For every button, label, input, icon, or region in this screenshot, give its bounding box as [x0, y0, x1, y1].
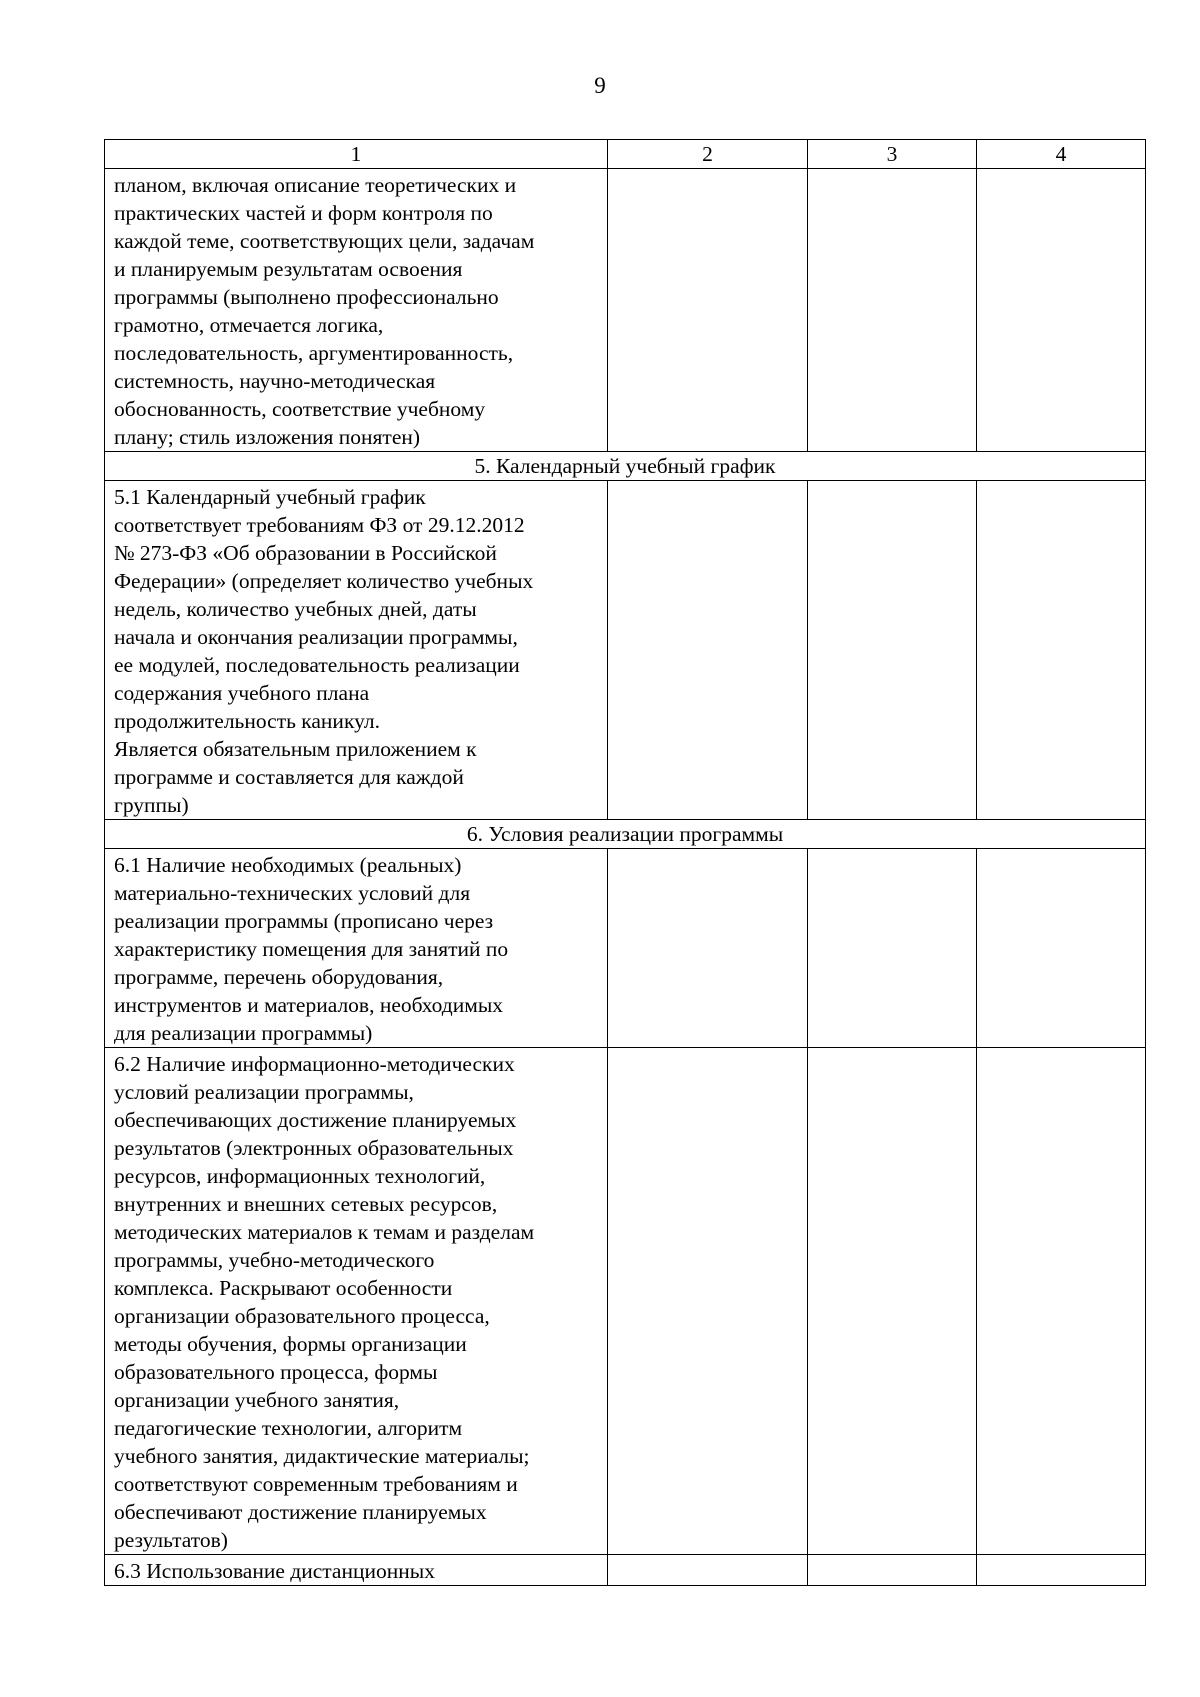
empty-cell-col-3	[808, 1048, 977, 1555]
criterion-text-line: соответствует требованиям ФЗ от 29.12.2012	[114, 513, 525, 537]
criterion-text-line: каждой теме, соответствующих цели, задачам	[114, 229, 535, 253]
criterion-text-line: 6.3 Использование дистанционных	[114, 1559, 435, 1583]
criterion-text-line: плану; стиль изложения понятен)	[114, 425, 421, 449]
empty-cell-col-4	[977, 1555, 1146, 1586]
criterion-text-line: планом, включая описание теоретических и	[114, 173, 517, 197]
section-header-row	[105, 452, 1146, 481]
empty-cell-col-3	[808, 169, 977, 452]
empty-cell-col-2	[608, 849, 808, 1048]
empty-cell-col-3	[808, 849, 977, 1048]
column-header-4: 4	[977, 140, 1146, 169]
criterion-text-line: методических материалов к темам и разделам	[114, 1220, 535, 1244]
table-header-row	[105, 140, 1146, 169]
criterion-text-line: недель, количество учебных дней, даты	[114, 597, 477, 621]
criterion-text-line: содержания учебного плана	[114, 681, 370, 705]
table-row	[105, 1555, 1146, 1586]
section-header-row	[105, 820, 1146, 849]
criterion-text-line: обеспечивающих достижение планируемых	[114, 1108, 517, 1132]
criterion-text-line: материально-технических условий для	[114, 881, 471, 905]
column-header-3: 3	[808, 140, 977, 169]
criterion-text-line: учебного занятия, дидактические материалы;	[114, 1444, 530, 1468]
criterion-text-line: комплекса. Раскрывают особенности	[114, 1276, 453, 1300]
criterion-text-line: последовательность, аргументированность,	[114, 341, 514, 365]
criterion-text-line: для реализации программы)	[114, 1021, 373, 1045]
empty-cell-col-3	[808, 1555, 977, 1586]
empty-cell-col-2	[608, 481, 808, 820]
empty-cell-col-2	[608, 169, 808, 452]
criterion-text-line: реализации программы (прописано через	[114, 909, 494, 933]
evaluation-table	[104, 139, 1146, 1586]
criterion-text-line: программы, учебно-методического	[114, 1248, 435, 1272]
empty-cell-col-2	[608, 1048, 808, 1555]
criterion-text-line: обоснованность, соответствие учебному	[114, 397, 486, 421]
criterion-text-line: Федерации» (определяет количество учебных	[114, 569, 534, 593]
criterion-text-line: и планируемым результатам освоения	[114, 257, 463, 281]
criterion-cell	[105, 1048, 608, 1555]
table-row	[105, 849, 1146, 1048]
criterion-text-line: грамотно, отмечается логика,	[114, 313, 384, 337]
section-title: 5. Календарный учебный график	[105, 452, 1146, 481]
criterion-text-line: Является обязательным приложением к	[114, 737, 477, 761]
criterion-text-line: системность, научно-методическая	[114, 369, 436, 393]
column-header-1: 1	[105, 140, 608, 169]
criterion-text-line: соответствуют современным требованиям и	[114, 1472, 518, 1496]
criterion-text-line: методы обучения, формы организации	[114, 1332, 467, 1356]
criterion-text-line: 6.2 Наличие информационно-методических	[114, 1052, 515, 1076]
criterion-text-line: продолжительность каникул.	[114, 709, 380, 733]
empty-cell-col-2	[608, 1555, 808, 1586]
empty-cell-col-4	[977, 849, 1146, 1048]
criterion-text-line: образовательного процесса, формы	[114, 1360, 438, 1384]
criterion-text-line: группы)	[114, 793, 189, 817]
criterion-text-line: организации образовательного процесса,	[114, 1304, 490, 1328]
criterion-cell	[105, 849, 608, 1048]
criterion-text-line: характеристику помещения для занятий по	[114, 937, 509, 961]
empty-cell-col-4	[977, 1048, 1146, 1555]
criterion-text-line: практических частей и форм контроля по	[114, 201, 493, 225]
criterion-text-line: программе и составляется для каждой	[114, 765, 464, 789]
criterion-cell	[105, 1555, 608, 1586]
criterion-text-line: результатов)	[114, 1528, 228, 1552]
criterion-text-line: 5.1 Календарный учебный график	[114, 485, 426, 509]
table-row	[105, 481, 1146, 820]
section-title: 6. Условия реализации программы	[105, 820, 1146, 849]
criterion-text-line: программе, перечень оборудования,	[114, 965, 444, 989]
criterion-text-line: начала и окончания реализации программы,	[114, 625, 518, 649]
criterion-text-line: ее модулей, последовательность реализации	[114, 653, 520, 677]
empty-cell-col-3	[808, 481, 977, 820]
table-row	[105, 169, 1146, 452]
criterion-cell	[105, 481, 608, 820]
criterion-text-line: внутренних и внешних сетевых ресурсов,	[114, 1192, 498, 1216]
criterion-text-line: 6.1 Наличие необходимых (реальных)	[114, 853, 462, 877]
criterion-text-line: № 273-ФЗ «Об образовании в Российской	[114, 541, 497, 565]
table-row	[105, 1048, 1146, 1555]
criterion-cell	[105, 169, 608, 452]
column-header-2: 2	[608, 140, 808, 169]
criterion-text-line: обеспечивают достижение планируемых	[114, 1500, 487, 1524]
criterion-text-line: организации учебного занятия,	[114, 1388, 400, 1412]
criterion-text-line: результатов (электронных образовательных	[114, 1136, 514, 1160]
criterion-text-line: педагогические технологии, алгоритм	[114, 1416, 463, 1440]
empty-cell-col-4	[977, 169, 1146, 452]
page-number: 9	[594, 73, 606, 98]
criterion-text-line: условий реализации программы,	[114, 1080, 414, 1104]
criterion-text-line: программы (выполнено профессионально	[114, 285, 499, 309]
empty-cell-col-4	[977, 481, 1146, 820]
criterion-text-line: ресурсов, информационных технологий,	[114, 1164, 486, 1188]
criterion-text-line: инструментов и материалов, необходимых	[114, 993, 504, 1017]
